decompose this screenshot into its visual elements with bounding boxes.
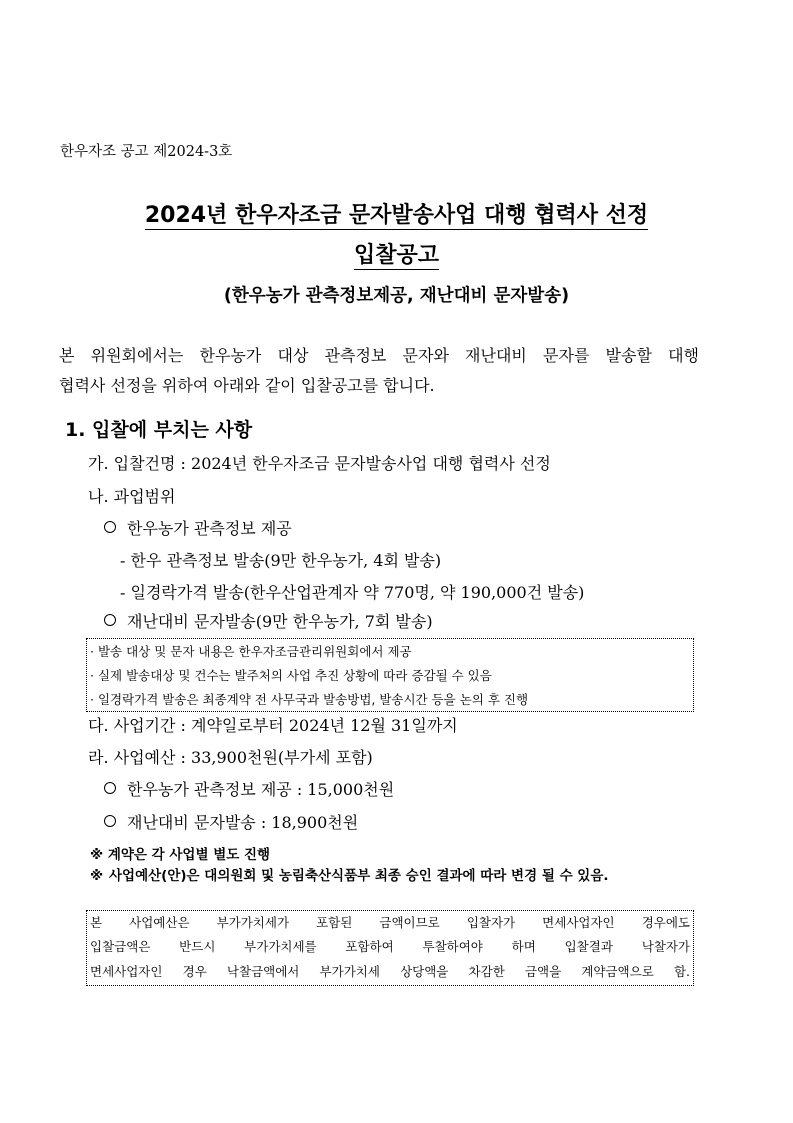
item-period: 다. 사업기간 : 계약일로부터 2024년 12월 31일까지 bbox=[88, 716, 458, 735]
vat-notice-line: 입찰금액은 반드시 부가가치세를 포함하여 투찰하여야 하며 입찰결과 낙찰자가 bbox=[90, 939, 690, 954]
notice-number: 한우자조 공고 제2024-3호 bbox=[60, 144, 233, 160]
scope-item-disaster bbox=[104, 609, 433, 632]
scope-notes-box bbox=[86, 638, 694, 712]
circle-bullet-icon bbox=[104, 614, 116, 626]
reference-mark: ※ bbox=[90, 868, 104, 884]
circle-bullet-icon bbox=[104, 782, 116, 794]
intro-line2: 협력사 선정을 위하여 아래와 같이 입찰공고를 합니다. bbox=[59, 376, 435, 395]
circle-bullet-icon bbox=[104, 815, 116, 827]
scope-item-forecast bbox=[104, 516, 292, 539]
budget-item-disaster bbox=[104, 810, 358, 833]
scope-detail: - 한우 관측정보 발송(9만 한우농가, 4회 발송) bbox=[120, 551, 442, 570]
scope-item-disaster-label: 재난대비 문자발송(9만 한우농가, 7회 발송) bbox=[127, 612, 433, 631]
budget-approval-note bbox=[90, 868, 695, 885]
scope-note: · 발송 대상 및 문자 내용은 한우자조금관리위원회에서 제공 bbox=[90, 644, 412, 659]
document-title-line1 bbox=[0, 198, 793, 229]
document-subtitle: (한우농가 관측정보제공, 재난대비 문자발송) bbox=[223, 286, 570, 306]
scope-note: · 실제 발송대상 및 건수는 발주처의 사업 추진 상황에 따라 증감될 수 있음 bbox=[90, 668, 492, 683]
item-budget: 라. 사업예산 : 33,900천원(부가세 포함) bbox=[88, 748, 373, 767]
circle-bullet-icon bbox=[104, 521, 116, 533]
budget-item-forecast-text: 한우농가 관측정보 제공 : 15,000천원 bbox=[127, 780, 395, 799]
section1-heading: 1. 입찰에 부치는 사항 bbox=[65, 419, 253, 441]
item-bid-name: 가. 입찰건명 : 2024년 한우자조금 문자발송사업 대행 협력사 선정 bbox=[88, 454, 551, 473]
title-line1-text: 2024년 한우자조금 문자발송사업 대행 협력사 선정 bbox=[144, 203, 649, 228]
scope-item-forecast-label: 한우농가 관측정보 제공 bbox=[127, 519, 292, 538]
budget-item-forecast bbox=[104, 777, 394, 800]
intro-line1: 본 위원회에서는 한우농가 대상 관측정보 문자와 재난대비 문자를 발송할 대행 bbox=[59, 346, 699, 365]
budget-approval-note-text: 사업예산(안)은 대의원회 및 농림축산식품부 최종 승인 결과에 따라 변경 될 수 있음. bbox=[109, 868, 609, 884]
vat-notice-line: 면세사업자인 경우 낙찰금액에서 부가가치세 상당액을 차감한 금액을 계약금액으로 함. bbox=[90, 964, 690, 979]
scope-detail: - 일경락가격 발송(한우산업관계자 약 770명, 약 190,000건 발송) bbox=[120, 583, 585, 602]
document-title-line2 bbox=[0, 238, 793, 269]
title-line2-text: 입찰공고 bbox=[353, 243, 439, 268]
intro-paragraph bbox=[59, 341, 699, 401]
item-scope: 나. 과업범위 bbox=[88, 487, 176, 506]
budget-item-disaster-text: 재난대비 문자발송 : 18,900천원 bbox=[127, 813, 359, 832]
contract-note: ※ 계약은 각 사업별 별도 진행 bbox=[90, 847, 271, 863]
vat-notice-box bbox=[86, 910, 694, 986]
vat-notice-line: 본 사업예산은 부가가치세가 포함된 금액이므로 입찰자가 면세사업자인 경우에도 bbox=[90, 915, 690, 930]
scope-note: · 일경락가격 발송은 최종계약 전 사무국과 발송방법, 발송시간 등을 논의 후 진행 bbox=[90, 692, 529, 707]
